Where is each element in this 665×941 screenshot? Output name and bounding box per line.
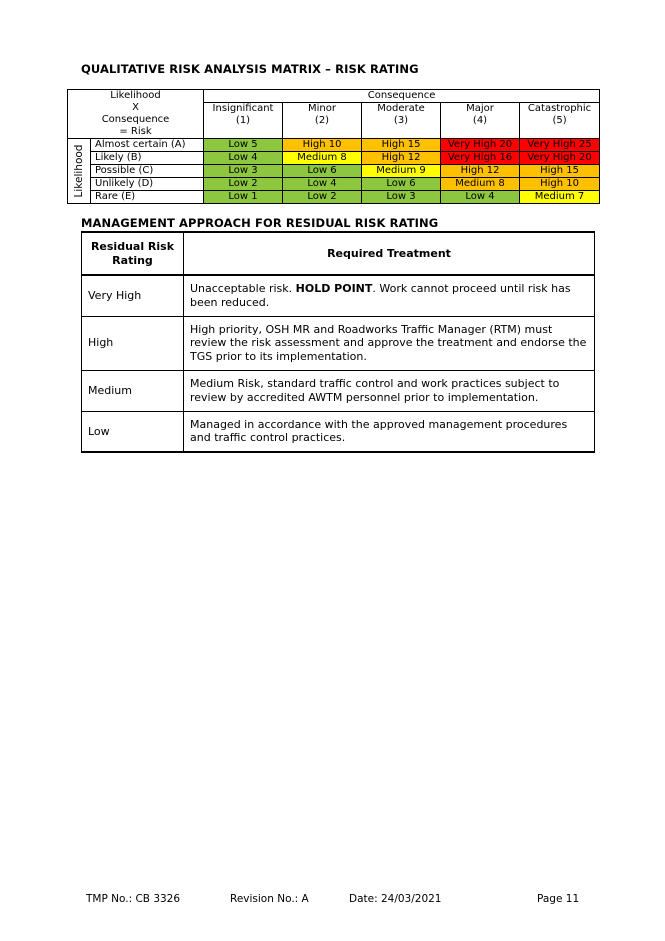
matrix-corner-label	[68, 90, 204, 139]
column-number: (1)	[235, 115, 251, 126]
column-name: Minor	[308, 103, 336, 114]
risk-cell: Medium 8	[283, 152, 362, 165]
header-required-treatment: Required Treatment	[184, 232, 595, 275]
risk-cell: Very High 25	[520, 139, 600, 152]
residual-risk-rating: Very High	[82, 275, 184, 316]
residual-risk-rating: Low	[82, 411, 184, 452]
table-row	[82, 275, 595, 316]
risk-cell: Low 5	[204, 139, 283, 152]
risk-cell: High 12	[441, 165, 520, 178]
treatment-text: Unacceptable risk.	[190, 282, 296, 296]
treatment-text: Managed in accordance with the approved management procedures and traffic control practices.	[190, 417, 568, 445]
risk-cell: Low 2	[283, 191, 362, 204]
required-treatment	[184, 370, 595, 411]
treatment-text: . Work cannot proceed until risk has been reduced.	[190, 282, 571, 309]
residual-risk-rating: Medium	[82, 370, 184, 411]
likelihood-row-label: Likely (B)	[91, 152, 204, 165]
consequence-column-header	[283, 103, 362, 139]
matrix-row	[68, 152, 600, 165]
consequence-column-header	[204, 103, 283, 139]
consequence-column-header	[441, 103, 520, 139]
risk-cell: High 15	[520, 165, 600, 178]
treatment-text: High priority, OSH MR and Roadworks Traffic Manager (RTM) must review the risk assessment and approve the treatment and endorse the TGS prior to its implementation.	[190, 322, 587, 363]
risk-cell: High 12	[362, 152, 441, 165]
footer-date: Date: 24/03/2021	[349, 893, 442, 905]
risk-cell: High 10	[520, 178, 600, 191]
required-treatment	[184, 275, 595, 316]
column-name: Moderate	[377, 103, 425, 114]
column-name: Insignificant	[212, 103, 274, 114]
consequence-column-header	[362, 103, 441, 139]
matrix-row	[68, 165, 600, 178]
likelihood-row-label: Rare (E)	[91, 191, 204, 204]
risk-cell: Medium 7	[520, 191, 600, 204]
corner-line: = Risk	[119, 126, 152, 137]
table-row	[82, 411, 595, 452]
corner-line: X	[132, 102, 139, 113]
management-title: MANAGEMENT APPROACH FOR RESIDUAL RISK RATING	[81, 216, 439, 230]
risk-cell: Low 3	[204, 165, 283, 178]
risk-cell: Low 4	[441, 191, 520, 204]
likelihood-row-label: Almost certain (A)	[91, 139, 204, 152]
required-treatment	[184, 411, 595, 452]
management-approach-table	[81, 231, 595, 453]
consequence-column-header	[520, 103, 600, 139]
corner-line: Consequence	[101, 114, 170, 125]
risk-cell: Very High 16	[441, 152, 520, 165]
risk-cell: Low 4	[283, 178, 362, 191]
likelihood-row-label: Possible (C)	[91, 165, 204, 178]
column-name: Catastrophic	[527, 103, 592, 114]
column-number: (3)	[393, 115, 409, 126]
risk-cell: Low 2	[204, 178, 283, 191]
table-header-row	[82, 232, 595, 275]
column-name: Major	[466, 103, 494, 114]
risk-cell: High 15	[362, 139, 441, 152]
matrix-title: QUALITATIVE RISK ANALYSIS MATRIX – RISK RATING	[81, 62, 419, 76]
risk-cell: High 10	[283, 139, 362, 152]
residual-risk-rating: High	[82, 316, 184, 370]
consequence-header: Consequence	[204, 90, 600, 103]
risk-cell: Low 3	[362, 191, 441, 204]
likelihood-vertical-label	[68, 139, 91, 204]
risk-cell: Low 6	[362, 178, 441, 191]
risk-cell: Very High 20	[520, 152, 600, 165]
risk-cell: Medium 8	[441, 178, 520, 191]
table-row	[82, 316, 595, 370]
column-number: (2)	[314, 115, 330, 126]
footer-page-number: Page 11	[537, 893, 580, 905]
matrix-row	[68, 191, 600, 204]
required-treatment	[184, 316, 595, 370]
risk-matrix-table	[67, 89, 600, 204]
risk-cell: Medium 9	[362, 165, 441, 178]
column-number: (5)	[552, 115, 567, 126]
matrix-row	[68, 178, 600, 191]
column-number: (4)	[472, 115, 488, 126]
likelihood-vertical-text: Likelihood	[73, 144, 85, 198]
risk-cell: Low 4	[204, 152, 283, 165]
table-row	[82, 370, 595, 411]
header-residual-risk-rating: Residual Risk Rating	[82, 232, 184, 275]
treatment-text: Medium Risk, standard traffic control and work practices subject to review by accredited AWTM personnel prior to implementation.	[190, 377, 560, 404]
footer-revision: Revision No.: A	[230, 893, 309, 905]
risk-cell: Low 1	[204, 191, 283, 204]
corner-line: Likelihood	[110, 90, 161, 101]
footer-tmp-number: TMP No.: CB 3326	[86, 893, 181, 905]
hold-point-emphasis: HOLD POINT	[295, 282, 373, 296]
risk-cell: Low 6	[283, 165, 362, 178]
risk-cell: Very High 20	[441, 139, 520, 152]
matrix-row	[68, 139, 600, 152]
likelihood-row-label: Unlikely (D)	[91, 178, 204, 191]
